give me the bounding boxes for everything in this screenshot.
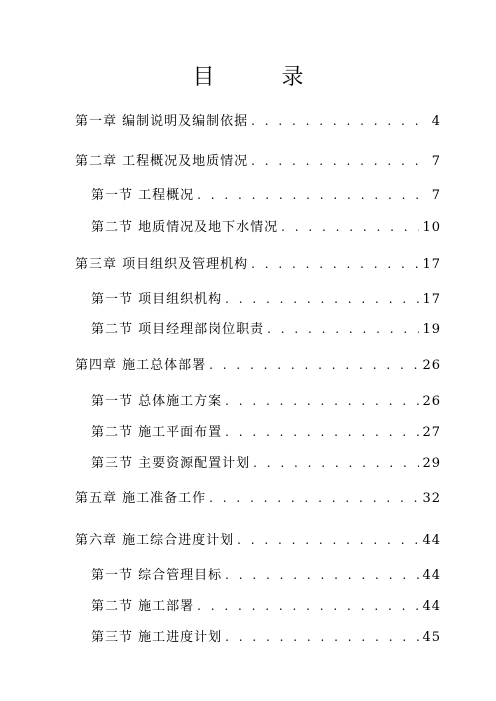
toc-entry-label: 第二节 施工部署: [91, 599, 195, 614]
dot-leader: [225, 568, 419, 582]
toc-entry-section-3-2[interactable]: [91, 318, 441, 336]
dot-leader: [251, 154, 429, 168]
dot-leader: [225, 425, 419, 439]
toc-entry-page: 44: [422, 599, 441, 614]
dot-leader: [225, 630, 419, 644]
dot-leader: [197, 599, 419, 613]
dot-leader: [225, 292, 419, 306]
toc-entry-page: 17: [422, 292, 441, 307]
dot-leader: [281, 220, 419, 234]
toc-entry-page: 26: [422, 394, 441, 409]
toc-entry-page: 10: [422, 220, 441, 235]
dot-leader: [253, 456, 419, 470]
dot-leader: [209, 358, 419, 372]
toc-entry-page: 32: [422, 491, 441, 506]
toc-entry-label: 第三节 施工进度计划: [91, 630, 223, 645]
toc-entry-section-6-3[interactable]: [91, 626, 441, 644]
toc-entry-section-4-2[interactable]: [91, 421, 441, 439]
toc-entry-chapter-1[interactable]: [75, 110, 441, 128]
toc-entry-chapter-6[interactable]: [75, 529, 441, 547]
dot-leader: [209, 491, 419, 505]
toc-entry-label: 第一节 总体施工方案: [91, 394, 223, 409]
toc-entry-page: 19: [422, 322, 441, 337]
toc-entry-label: 第二节 施工平面布置: [91, 425, 223, 440]
toc-entry-label: 第一节 项目组织机构: [91, 292, 223, 307]
toc-entry-page: 26: [422, 358, 441, 373]
dot-leader: [251, 114, 429, 128]
toc-entry-label: 第四章 施工总体部署: [75, 358, 207, 373]
dot-leader: [225, 394, 419, 408]
toc-entry-page: 7: [431, 188, 441, 203]
toc-entry-page: 44: [422, 533, 441, 548]
toc-entry-section-3-1[interactable]: [91, 288, 441, 306]
toc-entry-section-4-1[interactable]: [91, 390, 441, 408]
toc-entry-page: 45: [422, 630, 441, 645]
toc-entry-page: 7: [431, 154, 441, 169]
toc-entry-label: 第一节 工程概况: [91, 188, 195, 203]
dot-leader: [267, 322, 419, 336]
toc-entry-label: 第二章 工程概况及地质情况: [75, 154, 249, 169]
toc-entry-label: 第一节 综合管理目标: [91, 568, 223, 583]
toc-entry-section-4-3[interactable]: [91, 452, 441, 470]
toc-entry-section-6-1[interactable]: [91, 564, 441, 582]
toc-entry-label: 第三节 主要资源配置计划: [91, 456, 251, 471]
toc-entry-label: 第二节 项目经理部岗位职责: [91, 322, 265, 337]
toc-entry-label: 第二节 地质情况及地下水情况: [91, 220, 279, 235]
toc-entry-page: 29: [422, 456, 441, 471]
toc-entry-section-2-2[interactable]: [91, 216, 441, 234]
toc-entry-label: 第一章 编制说明及编制依据: [75, 114, 249, 129]
toc-entry-label: 第六章 施工综合进度计划: [75, 533, 235, 548]
toc-entry-label: 第五章 施工准备工作: [75, 491, 207, 506]
toc-entry-section-2-1[interactable]: [91, 184, 441, 202]
toc-entry-chapter-3[interactable]: [75, 253, 441, 271]
dot-leader: [251, 257, 419, 271]
toc-entry-page: 44: [422, 568, 441, 583]
toc-entry-page: 4: [431, 114, 441, 129]
toc-entry-label: 第三章 项目组织及管理机构: [75, 257, 249, 272]
toc-entry-page: 27: [422, 425, 441, 440]
dot-leader: [197, 188, 429, 202]
dot-leader: [237, 533, 419, 547]
toc-entry-chapter-2[interactable]: [75, 150, 441, 168]
toc-entry-section-6-2[interactable]: [91, 595, 441, 613]
toc-entry-page: 17: [422, 257, 441, 272]
toc-entry-chapter-4[interactable]: [75, 354, 441, 372]
page-title: 目 录: [192, 65, 334, 90]
toc-entry-chapter-5[interactable]: [75, 487, 441, 505]
